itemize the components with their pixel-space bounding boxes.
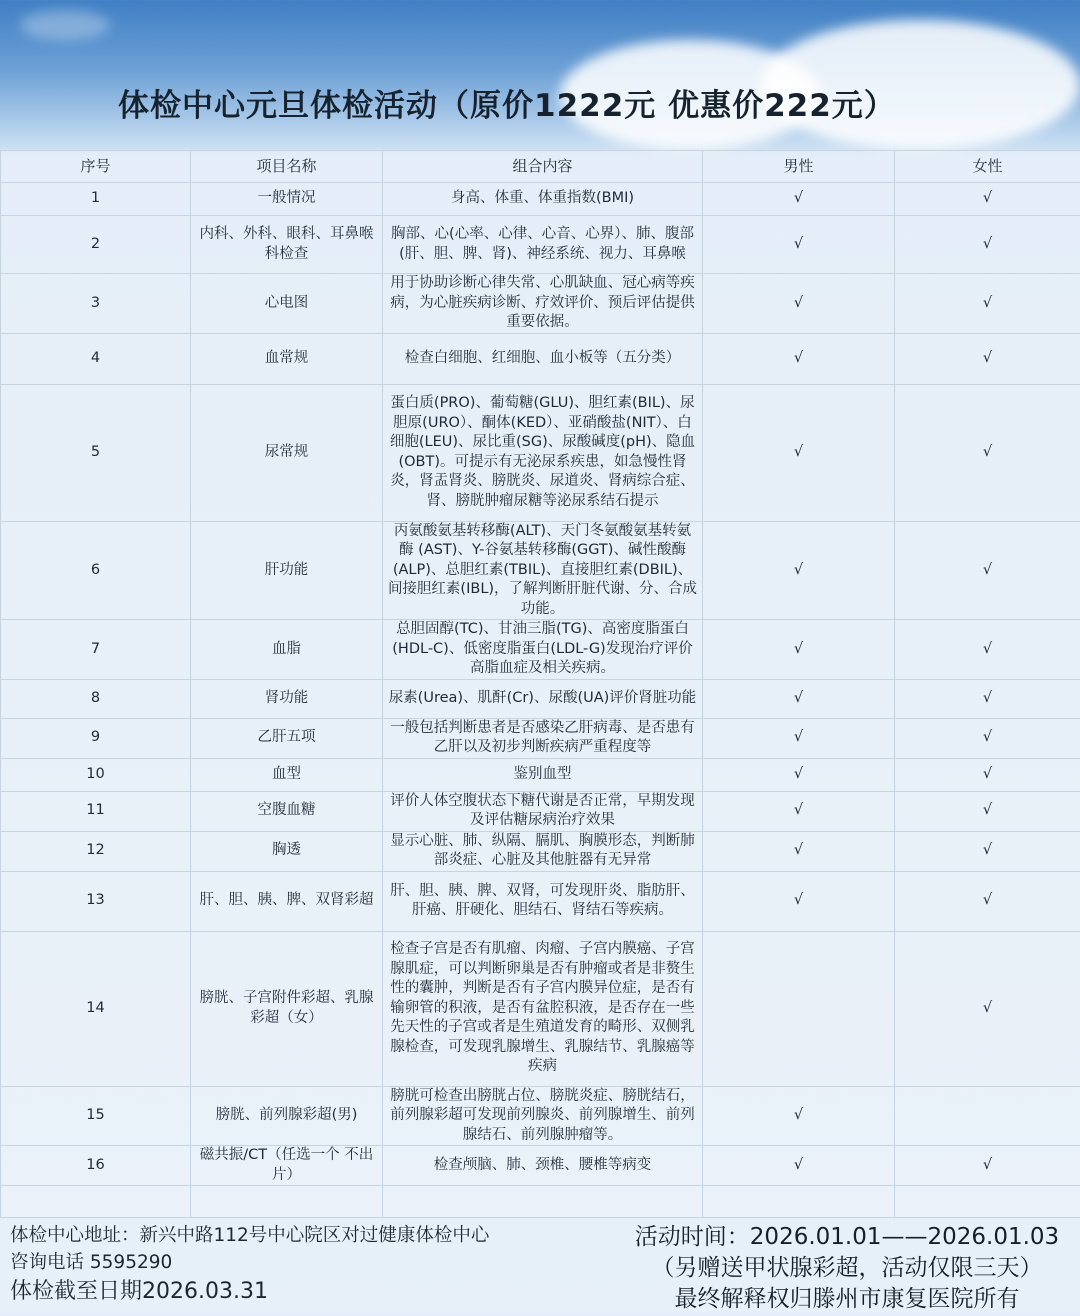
item-name: 血常规	[191, 333, 383, 384]
table-row	[1, 831, 1080, 871]
table-row	[1, 274, 1080, 334]
page-title: 体检中心元旦体检活动（原价1222元 优惠价222元）	[118, 88, 896, 124]
item-name: 乙肝五项	[191, 718, 383, 758]
table-row	[1, 183, 1080, 216]
female-check: √	[895, 216, 1080, 274]
row-number: 7	[1, 620, 191, 680]
address-text: 体检中心地址：新兴中路112号中心院区对过健康体检中心	[10, 1225, 490, 1246]
header-male: 男性	[703, 151, 895, 183]
item-name: 心电图	[191, 274, 383, 334]
item-content: 显示心脏、肺、纵隔、膈肌、胸膜形态，判断肺部炎症、心脏及其他脏器有无异常	[383, 831, 703, 871]
row-number: 10	[1, 758, 191, 791]
table-row	[1, 1186, 1080, 1218]
table-row	[1, 216, 1080, 274]
male-check: √	[703, 216, 895, 274]
item-content: 鉴别血型	[383, 758, 703, 791]
female-check: √	[895, 333, 1080, 384]
row-number: 14	[1, 931, 191, 1086]
item-content: 一般包括判断患者是否感染乙肝病毒、是否患有乙肝以及初步判断疾病严重程度等	[383, 718, 703, 758]
rights-text: 最终解释权归滕州市康复医院所有	[674, 1286, 1020, 1312]
item-name: 内科、外科、眼科、耳鼻喉科检查	[191, 216, 383, 274]
row-number: 2	[1, 216, 191, 274]
phone-text: 咨询电话 5595290	[10, 1252, 173, 1273]
male-check: √	[703, 791, 895, 831]
header-banner	[0, 0, 1080, 150]
item-name: 血型	[191, 758, 383, 791]
female-check: √	[895, 679, 1080, 718]
male-check: √	[703, 620, 895, 680]
item-content: 检查白细胞、红细胞、血小板等（五分类）	[383, 333, 703, 384]
item-name: 肝、胆、胰、脾、双肾彩超	[191, 871, 383, 931]
table-row	[1, 791, 1080, 831]
footer-activity	[622, 1222, 1072, 1315]
item-content: 肝、胆、胰、脾、双肾，可发现肝炎、脂肪肝、肝癌、肝硬化、胆结石、肾结石等疾病。	[383, 871, 703, 931]
row-number: 3	[1, 274, 191, 334]
row-number: 5	[1, 384, 191, 521]
item-content: 蛋白质(PRO)、葡萄糖(GLU)、胆红素(BIL)、尿胆原(URO）、酮体(KED）、亚硝酸盐(NIT）、白细胞(LEU)、尿比重(SG)、尿酸碱度(pH)、隐血(OBT)。可提示有无泌尿系疾患，如急慢性肾炎，肾盂肾炎、膀胱炎、尿道炎、肾病综合症、肾、膀胱肿瘤尿糖等泌尿系结石提示	[383, 384, 703, 521]
row-number: 4	[1, 333, 191, 384]
deadline-text: 体检截至日期2026.03.31	[10, 1279, 268, 1304]
row-number: 16	[1, 1146, 191, 1186]
male-check: √	[703, 183, 895, 216]
item-content: 膀胱可检查出膀胱占位、膀胱炎症、膀胱结石，前列腺彩超可发现前列腺炎、前列腺增生、前列腺结石、前列腺肿瘤等。	[383, 1086, 703, 1146]
item-content: 用于协助诊断心律失常、心肌缺血、冠心病等疾病，为心脏疾病诊断、疗效评价、预后评估提供重要依据。	[383, 274, 703, 334]
male-check: √	[703, 679, 895, 718]
item-content: 胸部、心(心率、心律、心音、心界）、肺、腹部(肝、胆、脾、肾)、神经系统、视力、耳鼻喉	[383, 216, 703, 274]
male-check: √	[703, 521, 895, 620]
male-check: √	[703, 871, 895, 931]
female-check: √	[895, 620, 1080, 680]
header-name: 项目名称	[191, 151, 383, 183]
table-row	[1, 1086, 1080, 1146]
table-row	[1, 758, 1080, 791]
table-row	[1, 931, 1080, 1086]
exam-items-table	[0, 150, 1080, 1218]
female-check: √	[895, 1146, 1080, 1186]
male-check: √	[703, 274, 895, 334]
item-name: 空腹血糖	[191, 791, 383, 831]
row-number: 13	[1, 871, 191, 931]
item-content: 检查颅脑、肺、颈椎、腰椎等病变	[383, 1146, 703, 1186]
item-content: 检查子宫是否有肌瘤、肉瘤、子宫内膜癌、子宫腺肌症，可以判断卵巢是否有肿瘤或者是非赘生性的囊肿，判断是否有子宫内膜异位症，是否有输卵管的积液，是否有盆腔积液，是否存在一些先天性的子宫或者是生殖道发育的畸形、双侧乳腺检查，可发现乳腺增生、乳腺结节、乳腺癌等疾病	[383, 931, 703, 1086]
item-name: 肾功能	[191, 679, 383, 718]
item-content	[383, 1186, 703, 1218]
item-name: 一般情况	[191, 183, 383, 216]
female-check: √	[895, 831, 1080, 871]
item-content: 评价人体空腹状态下糖代谢是否正常，早期发现及评估糖尿病治疗效果	[383, 791, 703, 831]
row-number	[1, 1186, 191, 1218]
male-check: √	[703, 831, 895, 871]
table-row	[1, 679, 1080, 718]
male-check	[703, 1186, 895, 1218]
gift-note-text: （另赠送甲状腺彩超，活动仅限三天）	[651, 1255, 1043, 1281]
header-female: 女性	[895, 151, 1080, 183]
male-check: √	[703, 333, 895, 384]
row-number: 11	[1, 791, 191, 831]
item-content: 身高、体重、体重指数(BMI)	[383, 183, 703, 216]
male-check: √	[703, 1146, 895, 1186]
female-check: √	[895, 931, 1080, 1086]
female-check: √	[895, 521, 1080, 620]
item-name: 膀胱、前列腺彩超(男)	[191, 1086, 383, 1146]
row-number: 1	[1, 183, 191, 216]
male-check: √	[703, 758, 895, 791]
item-name: 胸透	[191, 831, 383, 871]
item-content: 尿素(Urea)、肌酐(Cr)、尿酸(UA)评价肾脏功能	[383, 679, 703, 718]
male-check	[703, 931, 895, 1086]
female-check: √	[895, 758, 1080, 791]
male-check: √	[703, 718, 895, 758]
female-check	[895, 1086, 1080, 1146]
activity-time-text: 活动时间：2026.01.01——2026.01.03	[634, 1224, 1060, 1250]
female-check: √	[895, 791, 1080, 831]
table-row	[1, 521, 1080, 620]
footer-contact	[10, 1222, 489, 1308]
item-content: 总胆固醇(TC)、甘油三脂(TG)、高密度脂蛋白(HDL-C)、低密度脂蛋白(LDL-G)发现治疗评价高脂血症及相关疾病。	[383, 620, 703, 680]
table-row	[1, 871, 1080, 931]
female-check: √	[895, 718, 1080, 758]
table-row	[1, 333, 1080, 384]
table-row	[1, 718, 1080, 758]
row-number: 12	[1, 831, 191, 871]
male-check: √	[703, 384, 895, 521]
row-number: 8	[1, 679, 191, 718]
male-check: √	[703, 1086, 895, 1146]
row-number: 6	[1, 521, 191, 620]
table-row	[1, 384, 1080, 521]
table-row	[1, 620, 1080, 680]
item-name: 磁共振/CT（任选一个 不出片）	[191, 1146, 383, 1186]
table-header-row	[1, 151, 1080, 183]
item-name: 血脂	[191, 620, 383, 680]
item-name: 肝功能	[191, 521, 383, 620]
female-check: √	[895, 183, 1080, 216]
table-row	[1, 1146, 1080, 1186]
cloud-decoration	[20, 10, 110, 40]
item-name: 膀胱、子宫附件彩超、乳腺彩超（女）	[191, 931, 383, 1086]
female-check: √	[895, 274, 1080, 334]
item-content: 丙氨酸氨基转移酶(ALT)、天门冬氨酸氨基转氨酶 (AST)、Y-谷氨基转移酶(GGT)、碱性酸酶 (ALP)、总胆红素(TBIL)、直接胆红素(DBIL)、间接胆红素(IBL)，了解判断肝脏代谢、分、合成功能。	[383, 521, 703, 620]
item-name: 尿常规	[191, 384, 383, 521]
row-number: 15	[1, 1086, 191, 1146]
header-content: 组合内容	[383, 151, 703, 183]
female-check: √	[895, 384, 1080, 521]
female-check	[895, 1186, 1080, 1218]
header-no: 序号	[1, 151, 191, 183]
item-name	[191, 1186, 383, 1218]
row-number: 9	[1, 718, 191, 758]
female-check: √	[895, 871, 1080, 931]
